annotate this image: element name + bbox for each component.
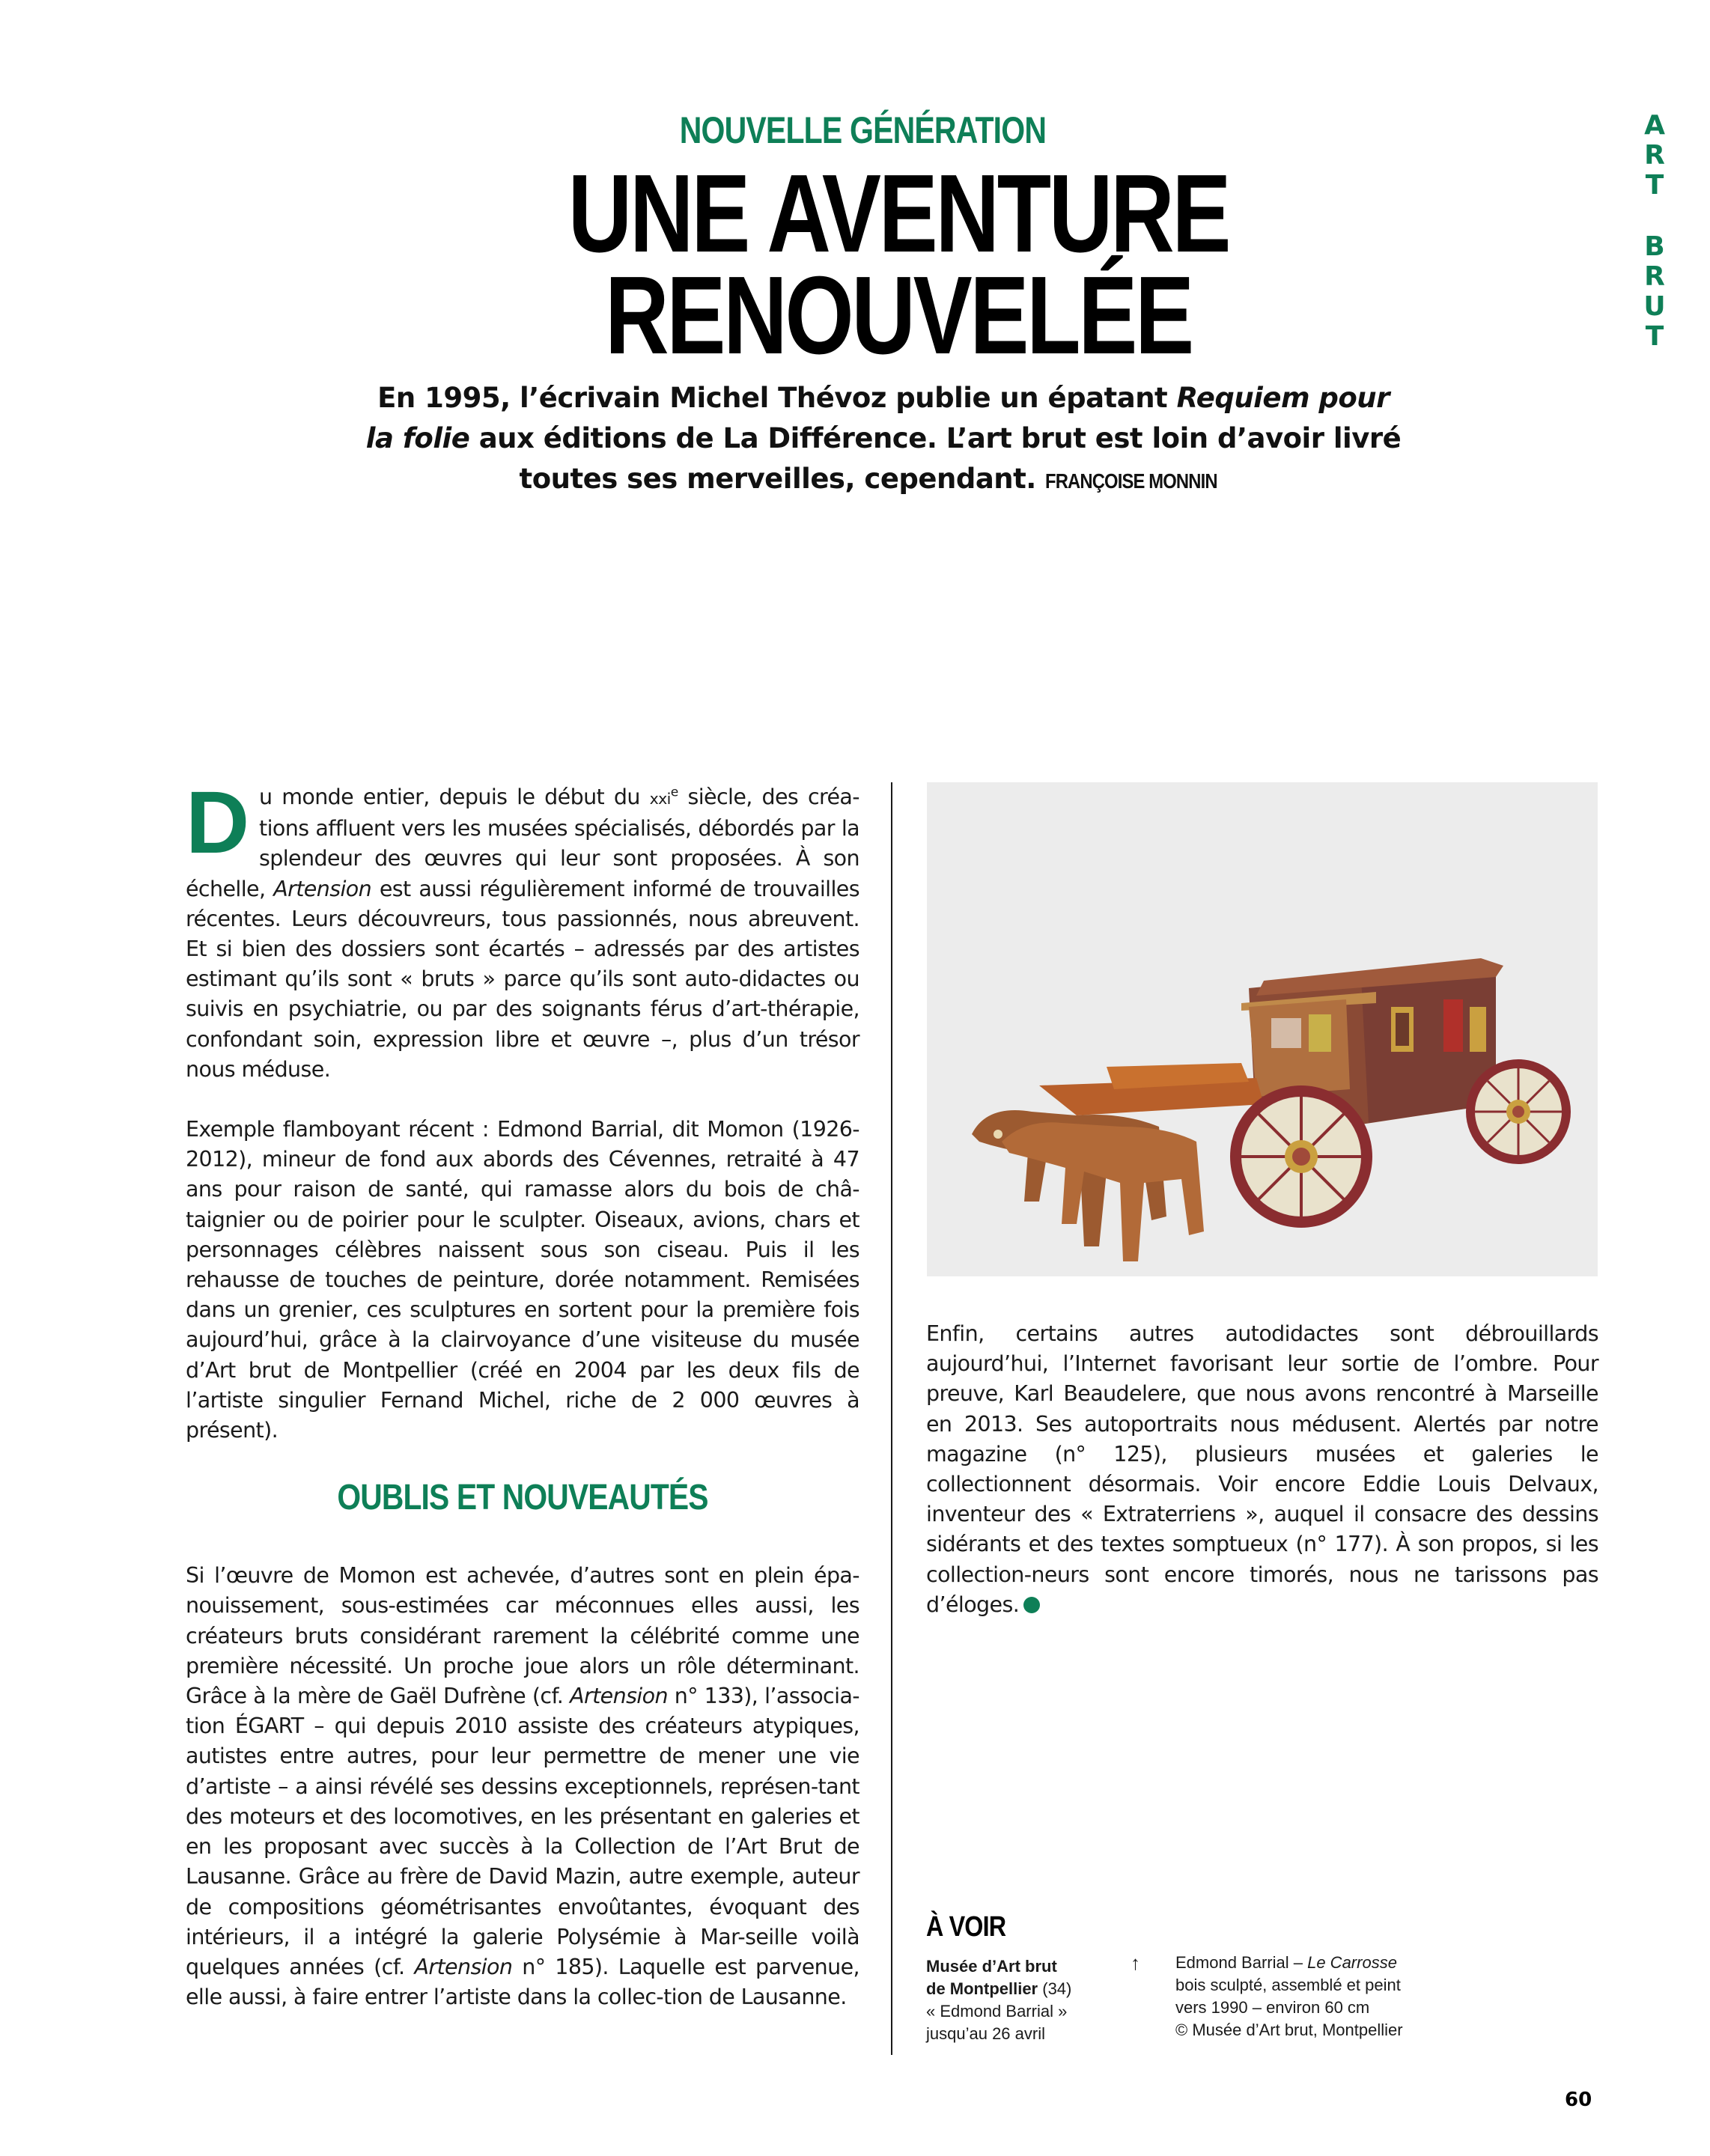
- title-line-1: UNE AVENTURE: [568, 152, 1229, 275]
- artwork-photo: [927, 782, 1598, 1276]
- article-column-right: [926, 1319, 1598, 1620]
- section-tag: [1640, 111, 1670, 352]
- section-tag-word-1: A R T: [1644, 110, 1665, 201]
- artwork-title: Le Carrosse: [1307, 1953, 1397, 1972]
- page-title: [180, 152, 1617, 377]
- section-subheading: OUBLIS ET NOUVEAUTÉS: [337, 1478, 708, 1518]
- a-voir-info: [926, 1955, 1151, 2045]
- exhibition-title: « Edmond Barrial »: [926, 2002, 1068, 2021]
- exhibition-dates: jusqu’au 26 avril: [926, 2024, 1045, 2043]
- dropcap: D: [186, 773, 249, 872]
- arrow-up-icon: ↑: [1131, 1952, 1140, 1974]
- book-title: Requiem pour la folie: [365, 382, 1390, 454]
- article-column-left: [186, 773, 859, 2012]
- venue-dept: (34): [1038, 1979, 1072, 1998]
- section-tag-word-2: B R U T: [1643, 231, 1666, 352]
- a-voir-heading: À VOIR: [926, 1911, 1006, 1943]
- column-divider: [891, 782, 892, 2055]
- photo-caption: ↑ Edmond Barrial – Le Carrosse bois sculpté, assemblé et peint vers 1990 – environ 60 cm © Musée d’Art brut, Montpellier: [1131, 1952, 1403, 2039]
- paragraph-intro: Du monde entier, depuis le début du xxi$^e$ siècle, des créa-tions affluent vers les musées spécialisés, débordés par la splendeur des œuvres qui leur sont proposées. À son échelle, Artension est aussi régulièrement informé de trouvailles récentes. Leurs découvreurs, tous passionnés, nous abreuvent. Et si bien des dossiers sont écartés – adressés par des artistes estimant qu’ils sont « bruts » parce qu’ils sont auto-didactes ou suivis en psychiatrie, ou par des soignants férus d’art-thérapie, confondant soin, expression libre et œuvre –, plus d’un trésor nous méduse.: [186, 773, 859, 1082]
- venue-name-line-2: de Montpellier: [926, 1979, 1038, 1998]
- author-byline: FRANÇOISE MONNIN: [1045, 469, 1217, 493]
- venue-name-line-1: Musée d’Art brut: [926, 1957, 1057, 1976]
- paragraph-momon: Exemple flamboyant récent : Edmond Barrial, dit Momon (1926-2012), mineur de fond aux abords des Cévennes, retraité à 47 ans pour raison de santé, qui ramasse alors du bois de châ-taignier ou de poirier pour le sculpter. Oiseaux, avions, chars et personnages célèbres naissent sous son ciseau. Puis il les rehausse de touches de peinture, dorée notamment. Remisées dans un grenier, ces sculptures en sortent pour la première fois aujourd’hui, grâce à la clairvoyance d’une visiteuse du musée d’Art brut de Montpellier (créé en 2004 par les deux fils de l’artiste singulier Fernand Michel, riche de 2 000 œuvres à présent).: [186, 1117, 859, 1443]
- kicker: NOUVELLE GÉNÉRATION: [679, 109, 1047, 151]
- end-of-article-dot-icon: [1023, 1597, 1040, 1613]
- title-line-2: RENOUVELÉE: [605, 254, 1192, 377]
- page-number: 60: [1565, 2089, 1592, 2111]
- paragraph-enfin: Enfin, certains autres autodidactes sont débrouillards aujourd’hui, l’Internet favorisant leur sortie de l’ombre. Pour preuve, Karl Beaudelere, que nous avons rencontré à Marseille en 2013. Ses autoportraits nous médusent. Alertés par notre magazine (n° 125), plusieurs musées et galeries le collectionnent désormais. Voir encore Eddie Louis Delvaux, inventeur des « Extraterriens », auquel il consacre des dessins sidérants et des textes somptueux (n° 177). À son propos, si les collection-neurs sont encore timorés, nous ne tarissons pas d’éloges.: [926, 1321, 1598, 1617]
- photo-credit: © Musée d’Art brut, Montpellier: [1175, 2021, 1403, 2039]
- carriage-sculpture-image: [927, 782, 1598, 1276]
- lead-paragraph: En 1995, l’écrivain Michel Thévoz publie un épatant Requiem pour la folie aux éditions de La Différence. L’art brut est loin d’avoir livré toutes ses merveilles, cependant. FRANÇOISE MONNIN: [359, 378, 1408, 502]
- paragraph-oublis: Si l’œuvre de Momon est achevée, d’autres sont en plein épa-nouissement, sous-estimées car méconnues elles aussi, les créateurs bruts considérant rarement la célébrité comme une première nécessité. Un proche joue alors un rôle déterminant. Grâce à la mère de Gaël Dufrène (cf. Artension n° 133), l’associa-tion ÉGART – qui depuis 2010 assiste des créateurs atypiques, autistes entre autres, pour leur permettre de mener une vie d’artiste – a ainsi révélé ses dessins exceptionnels, représen-tant des moteurs et des locomotives, en les présentant en galeries et en les proposant avec succès à la Collection de l’Art Brut de Lausanne. Grâce au frère de David Mazin, autre exemple, auteur de compositions géométrisantes envoûtantes, évoquant des intérieurs, il a intégré la galerie Polysémie à Mar-seille voilà quelques années (cf. Artension n° 185). Laquelle est parvenue, elle aussi, à faire entrer l’artiste dans la collec-tion de Lausanne.: [186, 1563, 859, 2010]
